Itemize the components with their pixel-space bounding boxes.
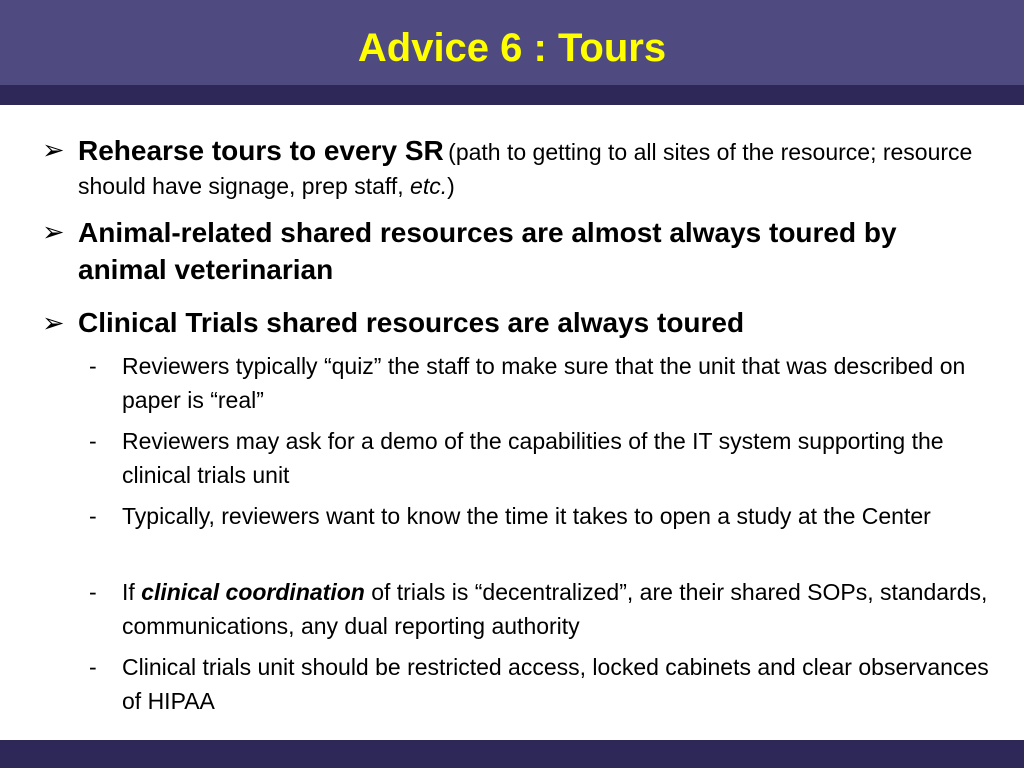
bullet-1-bold: Rehearse tours to every SR	[78, 135, 444, 166]
sub-bullet-5: Clinical trials unit should be restricted access, locked cabinets and clear observances of HIPAA	[122, 654, 989, 714]
bullet-3: Clinical Trials shared resources are always toured	[78, 307, 745, 338]
bullet-arrow-icon: ➢	[42, 308, 65, 339]
sub-bullet-3: Typically, reviewers want to know the time it takes to open a study at the Center	[122, 503, 931, 529]
sub-bullet-dash: -	[89, 503, 97, 529]
bullet-arrow-icon: ➢	[42, 135, 65, 166]
sub-bullet-2: Reviewers may ask for a demo of the capabilities of the IT system supporting the clinical trials unit	[122, 428, 944, 488]
sub-bullet-4-suffix: of trials is “decentralized”, are their shared SOPs, standards, communications, any dual reporting authority	[122, 579, 988, 639]
sub-bullet-dash: -	[89, 579, 97, 605]
sub-bullet-4	[122, 575, 992, 643]
title-bar-stripe	[0, 85, 1024, 105]
sub-bullet-1: Reviewers typically “quiz” the staff to make sure that the unit that was described on paper is “real”	[122, 353, 966, 413]
sub-bullet-dash: -	[89, 654, 97, 680]
bullet-arrow-icon: ➢	[42, 217, 65, 248]
sub-bullet-dash: -	[89, 428, 97, 454]
bullet-2: Animal-related shared resources are almost always toured by animal veterinarian	[78, 217, 897, 285]
bullet-1	[78, 132, 983, 203]
footer-bar	[0, 740, 1024, 768]
sub-bullet-4-prefix: If	[122, 579, 142, 605]
slide-title: Advice 6 : Tours	[357, 26, 667, 70]
bullet-1-detail-close: )	[447, 173, 455, 199]
bullet-1-detail-text: (path to getting to all sites of the resource; resource should have signage, prep staff,	[78, 139, 973, 199]
bullet-1-detail-italic: etc.	[410, 173, 448, 199]
sub-bullet-dash: -	[89, 353, 97, 379]
sub-bullet-4-emphasis: clinical coordination	[141, 579, 365, 605]
